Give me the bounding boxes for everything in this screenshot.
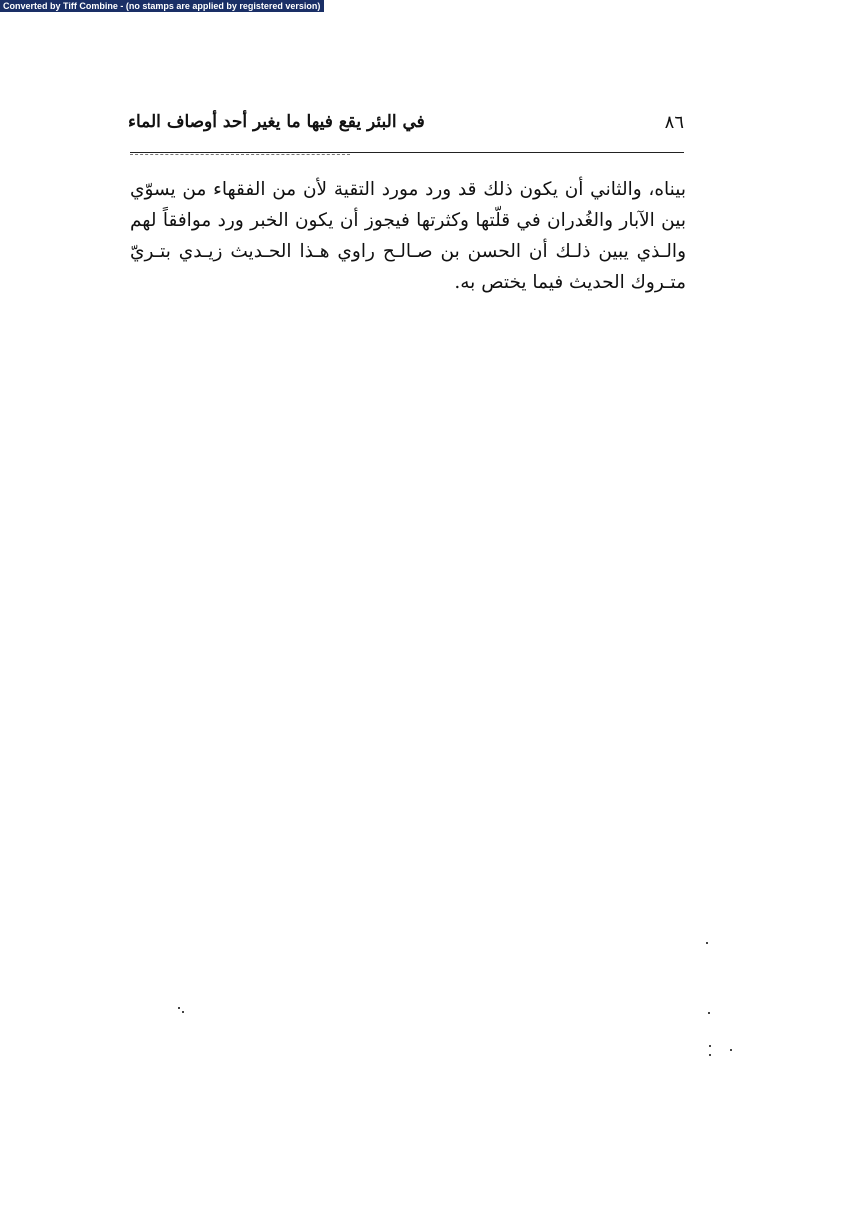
scan-speck (178, 1007, 180, 1009)
header-rule-speckle (130, 154, 350, 155)
running-header (128, 112, 684, 142)
header-rule (130, 152, 684, 153)
header-title: في البئر يقع فيها ما يغير أحد أوصاف الماء (128, 112, 425, 132)
conversion-watermark: Converted by Tiff Combine - (no stamps are applied by registered version) (0, 0, 324, 12)
scan-speck (709, 1045, 711, 1047)
page-number: ٨٦ (664, 112, 684, 133)
scan-speck (709, 1054, 711, 1056)
scan-speck (708, 1012, 710, 1014)
scan-speck (706, 942, 708, 944)
body-paragraph: بيناه، والثاني أن يكون ذلك قد ورد مورد التقية لأن من الفقهاء من يسوّي بين الآبار والغُدران في قلّتها وكثرتها فيجوز أن يكون الخبر ورد موافقاً لهم والـذي يبين ذلـك أن الحسن بن صـالـح راوي هـذا الحـديث زيـدي بتـريّ متـروك الحديث فيما يختص به. (130, 179, 686, 293)
scan-speck (730, 1049, 732, 1051)
scan-speck (182, 1011, 184, 1013)
